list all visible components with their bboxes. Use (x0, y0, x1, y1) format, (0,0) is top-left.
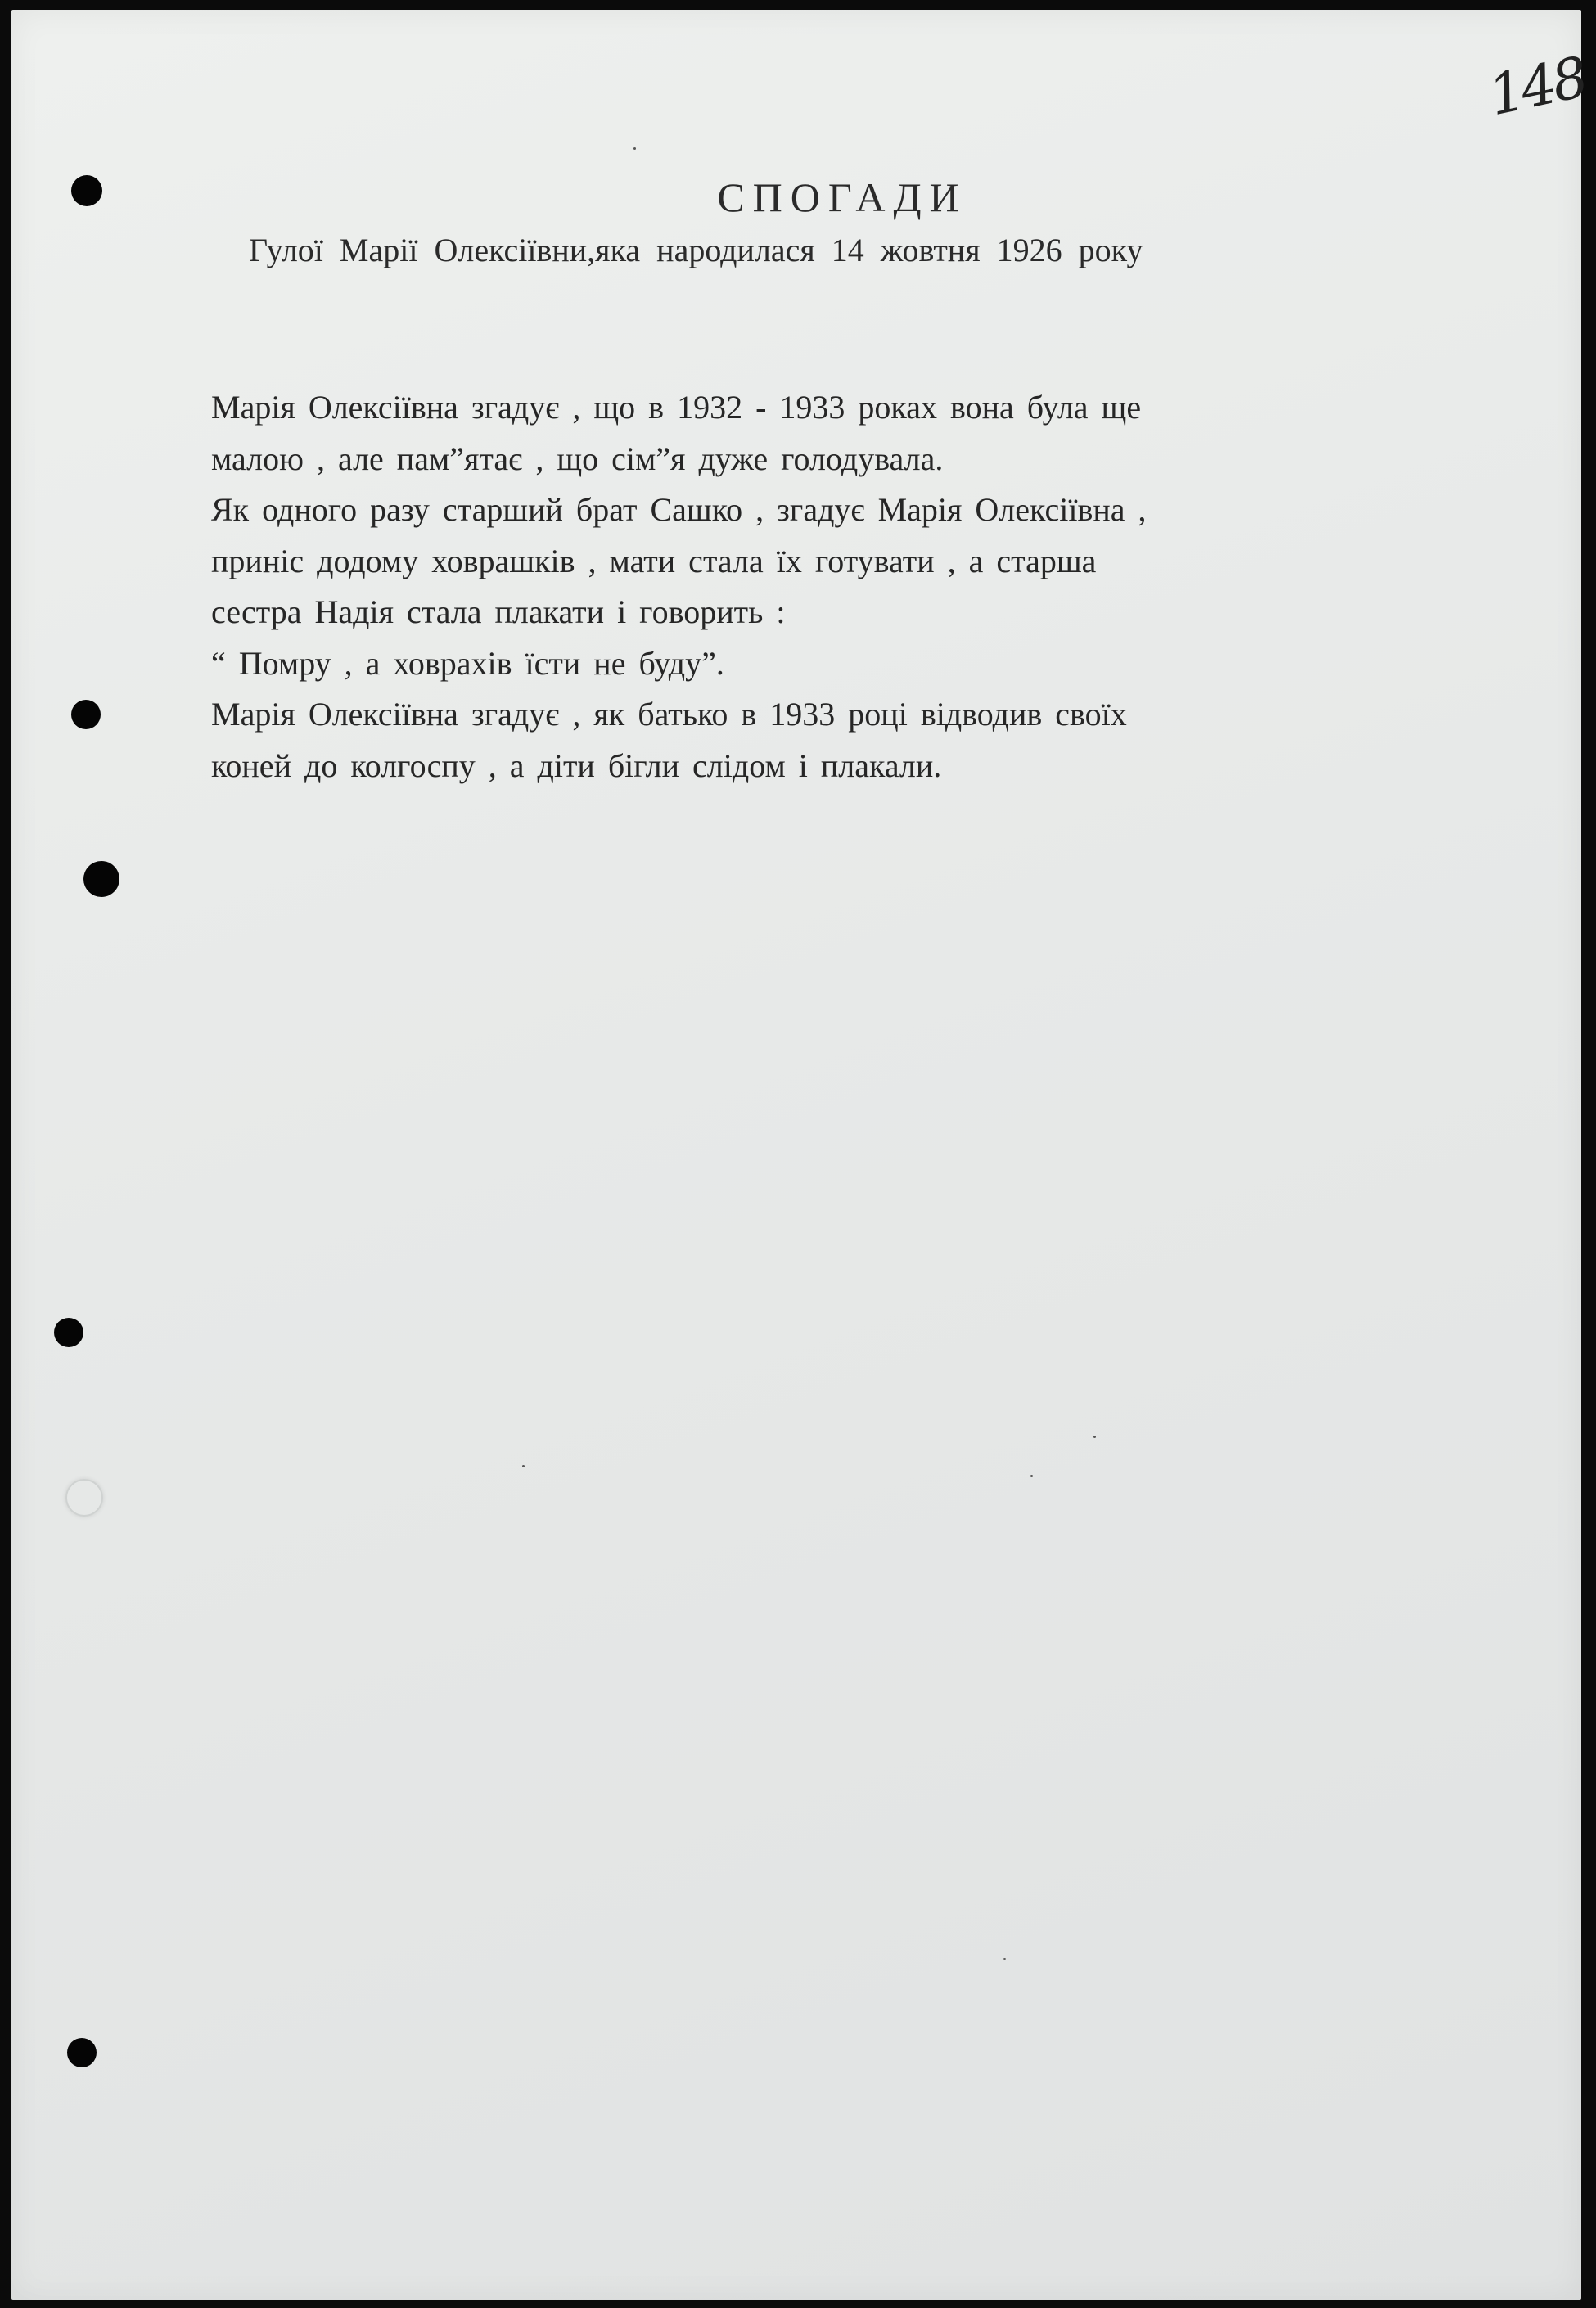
body-line-8: коней до колгоспу , а діти бігли слідом і плакали. (211, 746, 942, 784)
handwritten-page-number: 148 (1483, 45, 1591, 129)
punch-hole-ring (65, 1479, 103, 1517)
body-line-5: сестра Надія стала плакати і говорить : (211, 593, 786, 630)
body-line-6: “ Помру , а ховрахів їсти не буду”. (211, 644, 724, 682)
memoir-body (211, 382, 1488, 791)
scan-speck (1030, 1475, 1033, 1477)
paper-sheet (11, 10, 1591, 2300)
scan-speck (1093, 1436, 1096, 1438)
document-subtitle: Гулої Марії Олексіївни,яка народилася 14 жовтня 1926 року (249, 232, 1143, 268)
document-title: СПОГАДИ (717, 174, 967, 220)
body-line-7: Марія Олексіївна згадує , як батько в 1933 році відводив своїх (211, 696, 1127, 733)
punch-hole-4 (54, 1318, 83, 1347)
body-line-1: Марія Олексіївна згадує , що в 1932 - 1933 роках вона була ще (211, 389, 1142, 426)
punch-hole-2 (71, 700, 101, 729)
scan-speck (633, 147, 636, 150)
scan-speck (522, 1465, 525, 1467)
punch-hole-1 (71, 175, 102, 206)
body-line-4: приніс додому ховрашків , мати стала їх готувати , а старша (211, 542, 1097, 579)
body-line-2: малою , але пам”ятає , що сім”я дуже голодувала. (211, 440, 944, 477)
scan-speck (1003, 1958, 1006, 1960)
body-line-3: Як одного разу старший брат Сашко , згадує Марія Олексіївна , (211, 491, 1147, 528)
punch-hole-5 (67, 2038, 97, 2067)
punch-hole-3 (83, 861, 119, 897)
